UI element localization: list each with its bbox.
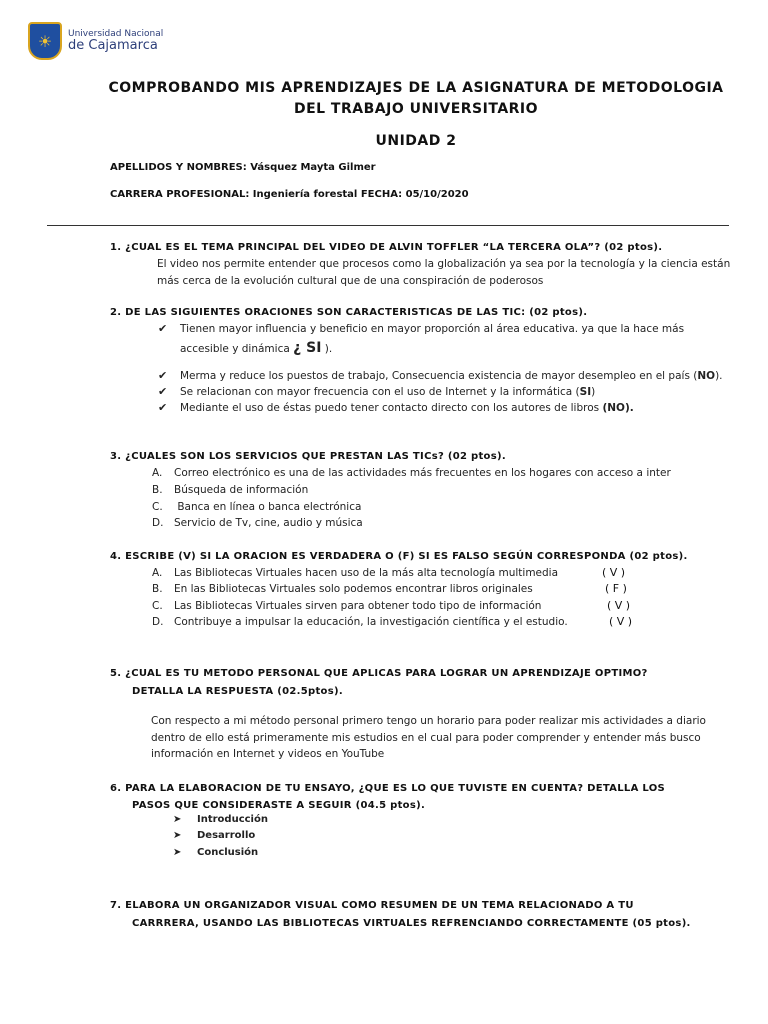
question-3-title: 3. ¿CUALES SON LOS SERVICIOS QUE PRESTAN LAS TICs? (02 ptos). (110, 451, 506, 462)
unit-title: UNIDAD 2 (375, 133, 457, 149)
q4-answer-c: ( V ) (607, 599, 631, 612)
logo-line-2: de Cajamarca (68, 38, 158, 53)
check-icon: ✔ (158, 401, 168, 414)
q3-item-b: B. Búsqueda de información (152, 484, 309, 496)
question-6-title-1: 6. PARA LA ELABORACION DE TU ENSAYO, ¿QUE ES LO QUE TUVISTE EN CUENTA? DETALLA LOS (110, 783, 666, 794)
answer-5-line-3: información en Internet y videos en YouTube (151, 748, 385, 760)
q3-item-a: A. Correo electrónico es una de las actividades más frecuentes en los hogares con acceso a inter (152, 467, 671, 479)
university-seal-icon (28, 22, 62, 60)
q2-item-1: ✔ Tienen mayor influencia y beneficio en mayor proporción al área educativa. ya que la hace más (158, 322, 685, 335)
question-4-title: 4. ESCRIBE (V) SI LA ORACION ES VERDADERA O (F) SI ES FALSO SEGÚN CORRESPONDA (02 ptos). (110, 551, 688, 562)
question-1-title: 1. ¿CUAL ES EL TEMA PRINCIPAL DEL VIDEO DE ALVIN TOFFLER “LA TERCERA OLA”? (02 ptos). (110, 242, 663, 253)
logo-line-1: Universidad Nacional (68, 29, 164, 39)
sun-icon: ☀ (37, 31, 53, 51)
answer-5-line-2: dentro de ello está primeramente mis estudios en el cual para poder comprender y entender más busco (151, 732, 701, 744)
question-7-title-2: CARRRERA, USANDO LAS BIBLIOTECAS VIRTUALES REFRENCIANDO CORRECTAMENTE (05 ptos). (132, 918, 691, 929)
question-2-title: 2. DE LAS SIGUIENTES ORACIONES SON CARACTERISTICAS DE LAS TIC: (02 ptos). (110, 307, 588, 318)
check-icon: ✔ (158, 385, 168, 398)
question-6-title-2: PASOS QUE CONSIDERASTE A SEGUIR (04.5 ptos). (132, 800, 426, 811)
q4-answer-d: ( V ) (609, 615, 633, 628)
question-5-title-2: DETALLA LA RESPUESTA (02.5ptos). (132, 686, 343, 697)
q2-item-4: ✔ Mediante el uso de éstas puedo tener contacto directo con los autores de libros (NO). (158, 401, 634, 414)
answer-1-line-2: más cerca de la evolución cultural que de una conspiración de poderosos (157, 275, 544, 287)
q3-item-d: D. Servicio de Tv, cine, audio y música (152, 517, 363, 529)
q6-step-1: ➤ Introducción (173, 814, 268, 825)
arrow-bullet-icon: ➤ (173, 830, 182, 841)
answer-5-line-1: Con respecto a mi método personal primero tengo un horario para poder realizar mis actividades a diario (151, 715, 706, 727)
separator-line (47, 225, 729, 226)
career-and-date: CARRERA PROFESIONAL: Ingeniería forestal FECHA: 05/10/2020 (110, 189, 469, 200)
q4-item-b: B. En las Bibliotecas Virtuales solo podemos encontrar libros originales (152, 583, 533, 595)
arrow-bullet-icon: ➤ (173, 814, 182, 825)
q2-item-1-cont: accesible y dinámica ¿ SI ). (180, 340, 333, 356)
question-7-title-1: 7. ELABORA UN ORGANIZADOR VISUAL COMO RESUMEN DE UN TEMA RELACIONADO A TU (110, 900, 634, 911)
q6-step-2: ➤ Desarrollo (173, 830, 256, 841)
arrow-bullet-icon: ➤ (173, 847, 182, 858)
check-icon: ✔ (158, 322, 168, 335)
q4-item-a: A. Las Bibliotecas Virtuales hacen uso de la más alta tecnología multimedia (152, 567, 559, 579)
document-title-line-1: COMPROBANDO MIS APRENDIZAJES DE LA ASIGNATURA DE METODOLOGIA (108, 80, 724, 96)
document-title-line-2: DEL TRABAJO UNIVERSITARIO (293, 101, 539, 117)
student-names: APELLIDOS Y NOMBRES: Vásquez Mayta Gilmer (110, 162, 376, 173)
q2-item-3: ✔ Se relacionan con mayor frecuencia con el uso de Internet y la informática (SI) (158, 385, 596, 398)
q2-item-2: ✔ Merma y reduce los puestos de trabajo, Consecuencia existencia de mayor desempleo en el país (NO). (158, 369, 723, 382)
university-logo (28, 22, 163, 60)
q4-item-d: D. Contribuye a impulsar la educación, la investigación científica y el estudio. (152, 616, 568, 628)
q4-answer-b: ( F ) (605, 582, 627, 595)
q4-item-c: C. Las Bibliotecas Virtuales sirven para obtener todo tipo de información (152, 600, 542, 612)
check-icon: ✔ (158, 369, 168, 382)
answer-1-line-1: El video nos permite entender que procesos como la globalización ya sea por la tecnología y la ciencia están (157, 258, 731, 270)
q4-answer-a: ( V ) (602, 566, 626, 579)
q6-step-3: ➤ Conclusión (173, 847, 259, 858)
q3-item-c: C. Banca en línea o banca electrónica (152, 501, 362, 513)
question-5-title-1: 5. ¿CUAL ES TU METODO PERSONAL QUE APLICAS PARA LOGRAR UN APRENDIZAJE OPTIMO? (110, 668, 648, 679)
